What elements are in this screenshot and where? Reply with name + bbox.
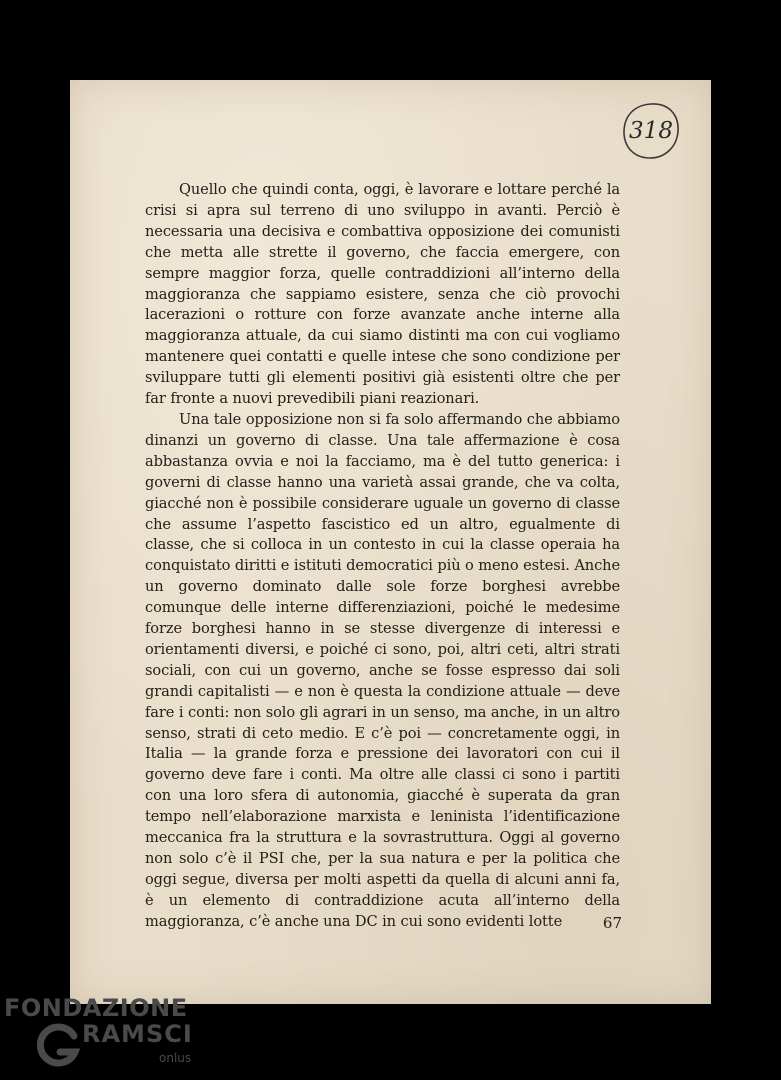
- watermark-line1: FONDAZIONE: [4, 994, 188, 1022]
- page-number: 67: [602, 914, 622, 932]
- watermark-logo: [4, 994, 204, 1074]
- watermark-g-icon: [34, 1022, 80, 1068]
- body-text: [145, 180, 620, 933]
- watermark-line2: RAMSCI: [82, 1020, 193, 1048]
- page-stamp-graphic: [621, 101, 681, 161]
- paragraph-1: Quello che quindi conta, oggi, è lavorare e lottare perché la crisi si apra sul terreno di uno sviluppo in avanti. Perciò è necessaria una decisiva e combattiva opposizione dei comunisti che metta alle strette il governo, che faccia emergere, con sempre maggior forza, quelle contraddizioni all’interno della maggioranza che sappiamo esistere, senza che ciò provochi lacerazioni o rotture con forze avanzate anche interne alla maggioranza attuale, da cui siamo distinti ma con cui vogliamo mantenere quei contatti e quelle intese che sono condizione per sviluppare tutti gli elementi positivi già esistenti oltre che per far fronte a nuovi prevedibili piani reazionari.: [145, 181, 620, 408]
- page-stamp: [621, 101, 681, 161]
- paragraph-2: Una tale opposizione non si fa solo affermando che abbiamo dinanzi un governo di classe. Una tale affermazione è cosa abbastanza ovvia e noi la facciamo, ma è del tutto generica: i governi di classe hanno una varietà assai grande, che va colta, giacché non è possibile considerare uguale un governo di classe che assume l’aspetto fascistico ed un altro, egualmente di classe, che si colloca in un contesto in cui la classe operaia ha conquistato diritti e istituti democratici più o meno estesi. Anche un governo dominato dalle sole forze borghesi avrebbe comunque delle interne differenziazioni, poiché le medesime forze borghesi hanno in se stesse divergenze di interessi e orientamenti diversi, e poiché ci sono, poi, altri ceti, altri strati sociali, con cui un governo, anche se fosse espresso dai soli grandi capitalisti — e non è questa la condizione attuale — deve fare i conti: non solo gli agrari in un senso, ma anche, in un altro senso, strati di ceto medio. E c’è poi — concretamente oggi, in Italia — la grande forza e pressione dei lavoratori con cui il governo deve fare i conti. Ma oltre alle classi ci sono i partiti con una loro sfera di autonomia, giacché è superata da gran tempo nell’elaborazione marxista e leninista l’identificazione meccanica fra la struttura e la sovrastruttura. Oggi al governo non solo c’è il PSI che, per la sua natura e per la politica che oggi segue, diversa per molti aspetti da quella di alcuni anni fa, è un elemento di contraddizione acuta all’interno della maggioranza, c’è anche una DC in cui sono evidenti lotte: [145, 410, 620, 930]
- watermark-line3: onlus: [159, 1051, 192, 1065]
- page-stamp-number: 318: [629, 118, 673, 144]
